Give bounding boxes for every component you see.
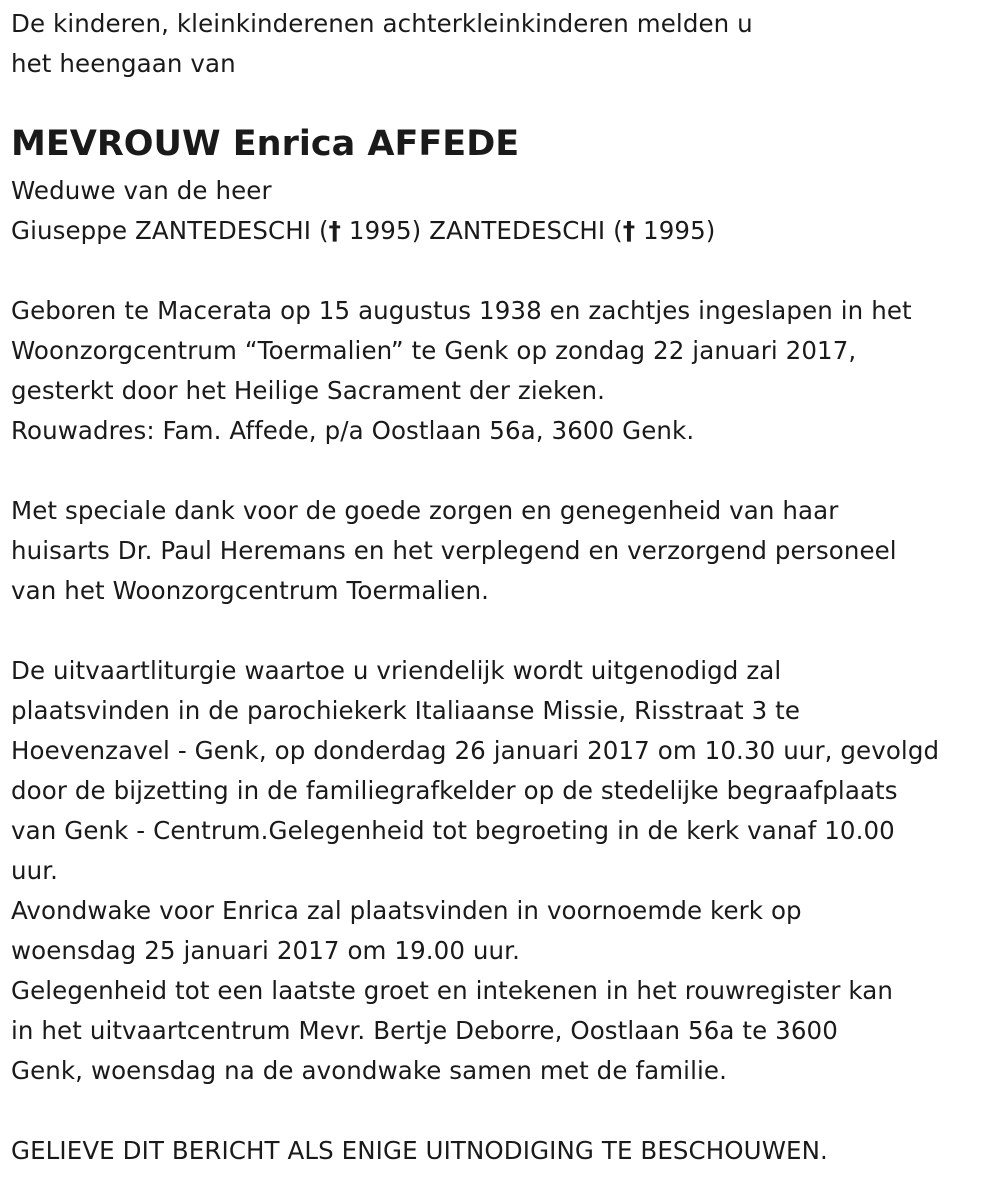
text-line: Hoevenzavel - Genk, op donderdag 26 januari 2017 om 10.30 uur, gevolgd — [11, 736, 940, 765]
text-line: uur. — [11, 856, 59, 885]
text-line: De kinderen, kleinkinderenen achterkleinkinderen melden u — [11, 9, 753, 38]
text-line: Genk, woensdag na de avondwake samen met de familie. — [11, 1056, 727, 1085]
funeral-paragraph — [11, 651, 1000, 1091]
text-line: Gelegenheid tot een laatste groet en intekenen in het rouwregister kan — [11, 976, 893, 1005]
text-line: Met speciale dank voor de goede zorgen en genegenheid van haar — [11, 496, 839, 525]
spouse-line — [11, 211, 1000, 251]
text-line: Geboren te Macerata op 15 augustus 1938 en zachtjes ingeslapen in het — [11, 296, 912, 325]
text-line: gesterkt door het Heilige Sacrament der zieken. — [11, 376, 606, 405]
thanks-paragraph — [11, 491, 1000, 611]
closing-notice: GELIEVE DIT BERICHT ALS ENIGE UITNODIGING TE BESCHOUWEN. — [11, 1136, 828, 1165]
spouse-year: 1995) ZANTEDESCHI ( — [341, 216, 623, 245]
widow-line: Weduwe van de heer — [11, 176, 272, 205]
text-line: plaatsvinden in de parochiekerk Italiaanse Missie, Risstraat 3 te — [11, 696, 801, 725]
text-line: door de bijzetting in de familiegrafkelder op de stedelijke begraafplaats — [11, 776, 898, 805]
text-line: van het Woonzorgcentrum Toermalien. — [11, 576, 489, 605]
text-line: in het uitvaartcentrum Mevr. Bertje Deborre, Oostlaan 56a te 3600 — [11, 1016, 838, 1045]
birth-paragraph — [11, 291, 1000, 451]
intro-text — [11, 4, 1000, 84]
cross-icon: † — [328, 216, 341, 245]
cross-icon: † — [622, 216, 636, 245]
text-line: huisarts Dr. Paul Heremans en het verplegend en verzorgend personeel — [11, 536, 897, 565]
text-line: Rouwadres: Fam. Affede, p/a Oostlaan 56a, 3600 Genk. — [11, 416, 695, 445]
text-line: Avondwake voor Enrica zal plaatsvinden in voornoemde kerk op — [11, 896, 802, 925]
text-line: woensdag 25 januari 2017 om 19.00 uur. — [11, 936, 520, 965]
text-line: De uitvaartliturgie waartoe u vriendelijk wordt uitgenodigd zal — [11, 656, 782, 685]
spouse-year: 1995) — [635, 216, 716, 245]
spouse-name: Giuseppe ZANTEDESCHI ( — [11, 216, 329, 245]
deceased-name: MEVROUW Enrica AFFEDE — [11, 124, 520, 164]
text-line: het heengaan van — [11, 49, 236, 78]
text-line: Woonzorgcentrum “Toermalien” te Genk op zondag 22 januari 2017, — [11, 336, 857, 365]
spouse-info — [11, 171, 1000, 251]
text-line: van Genk - Centrum.Gelegenheid tot begroeting in de kerk vanaf 10.00 — [11, 816, 895, 845]
